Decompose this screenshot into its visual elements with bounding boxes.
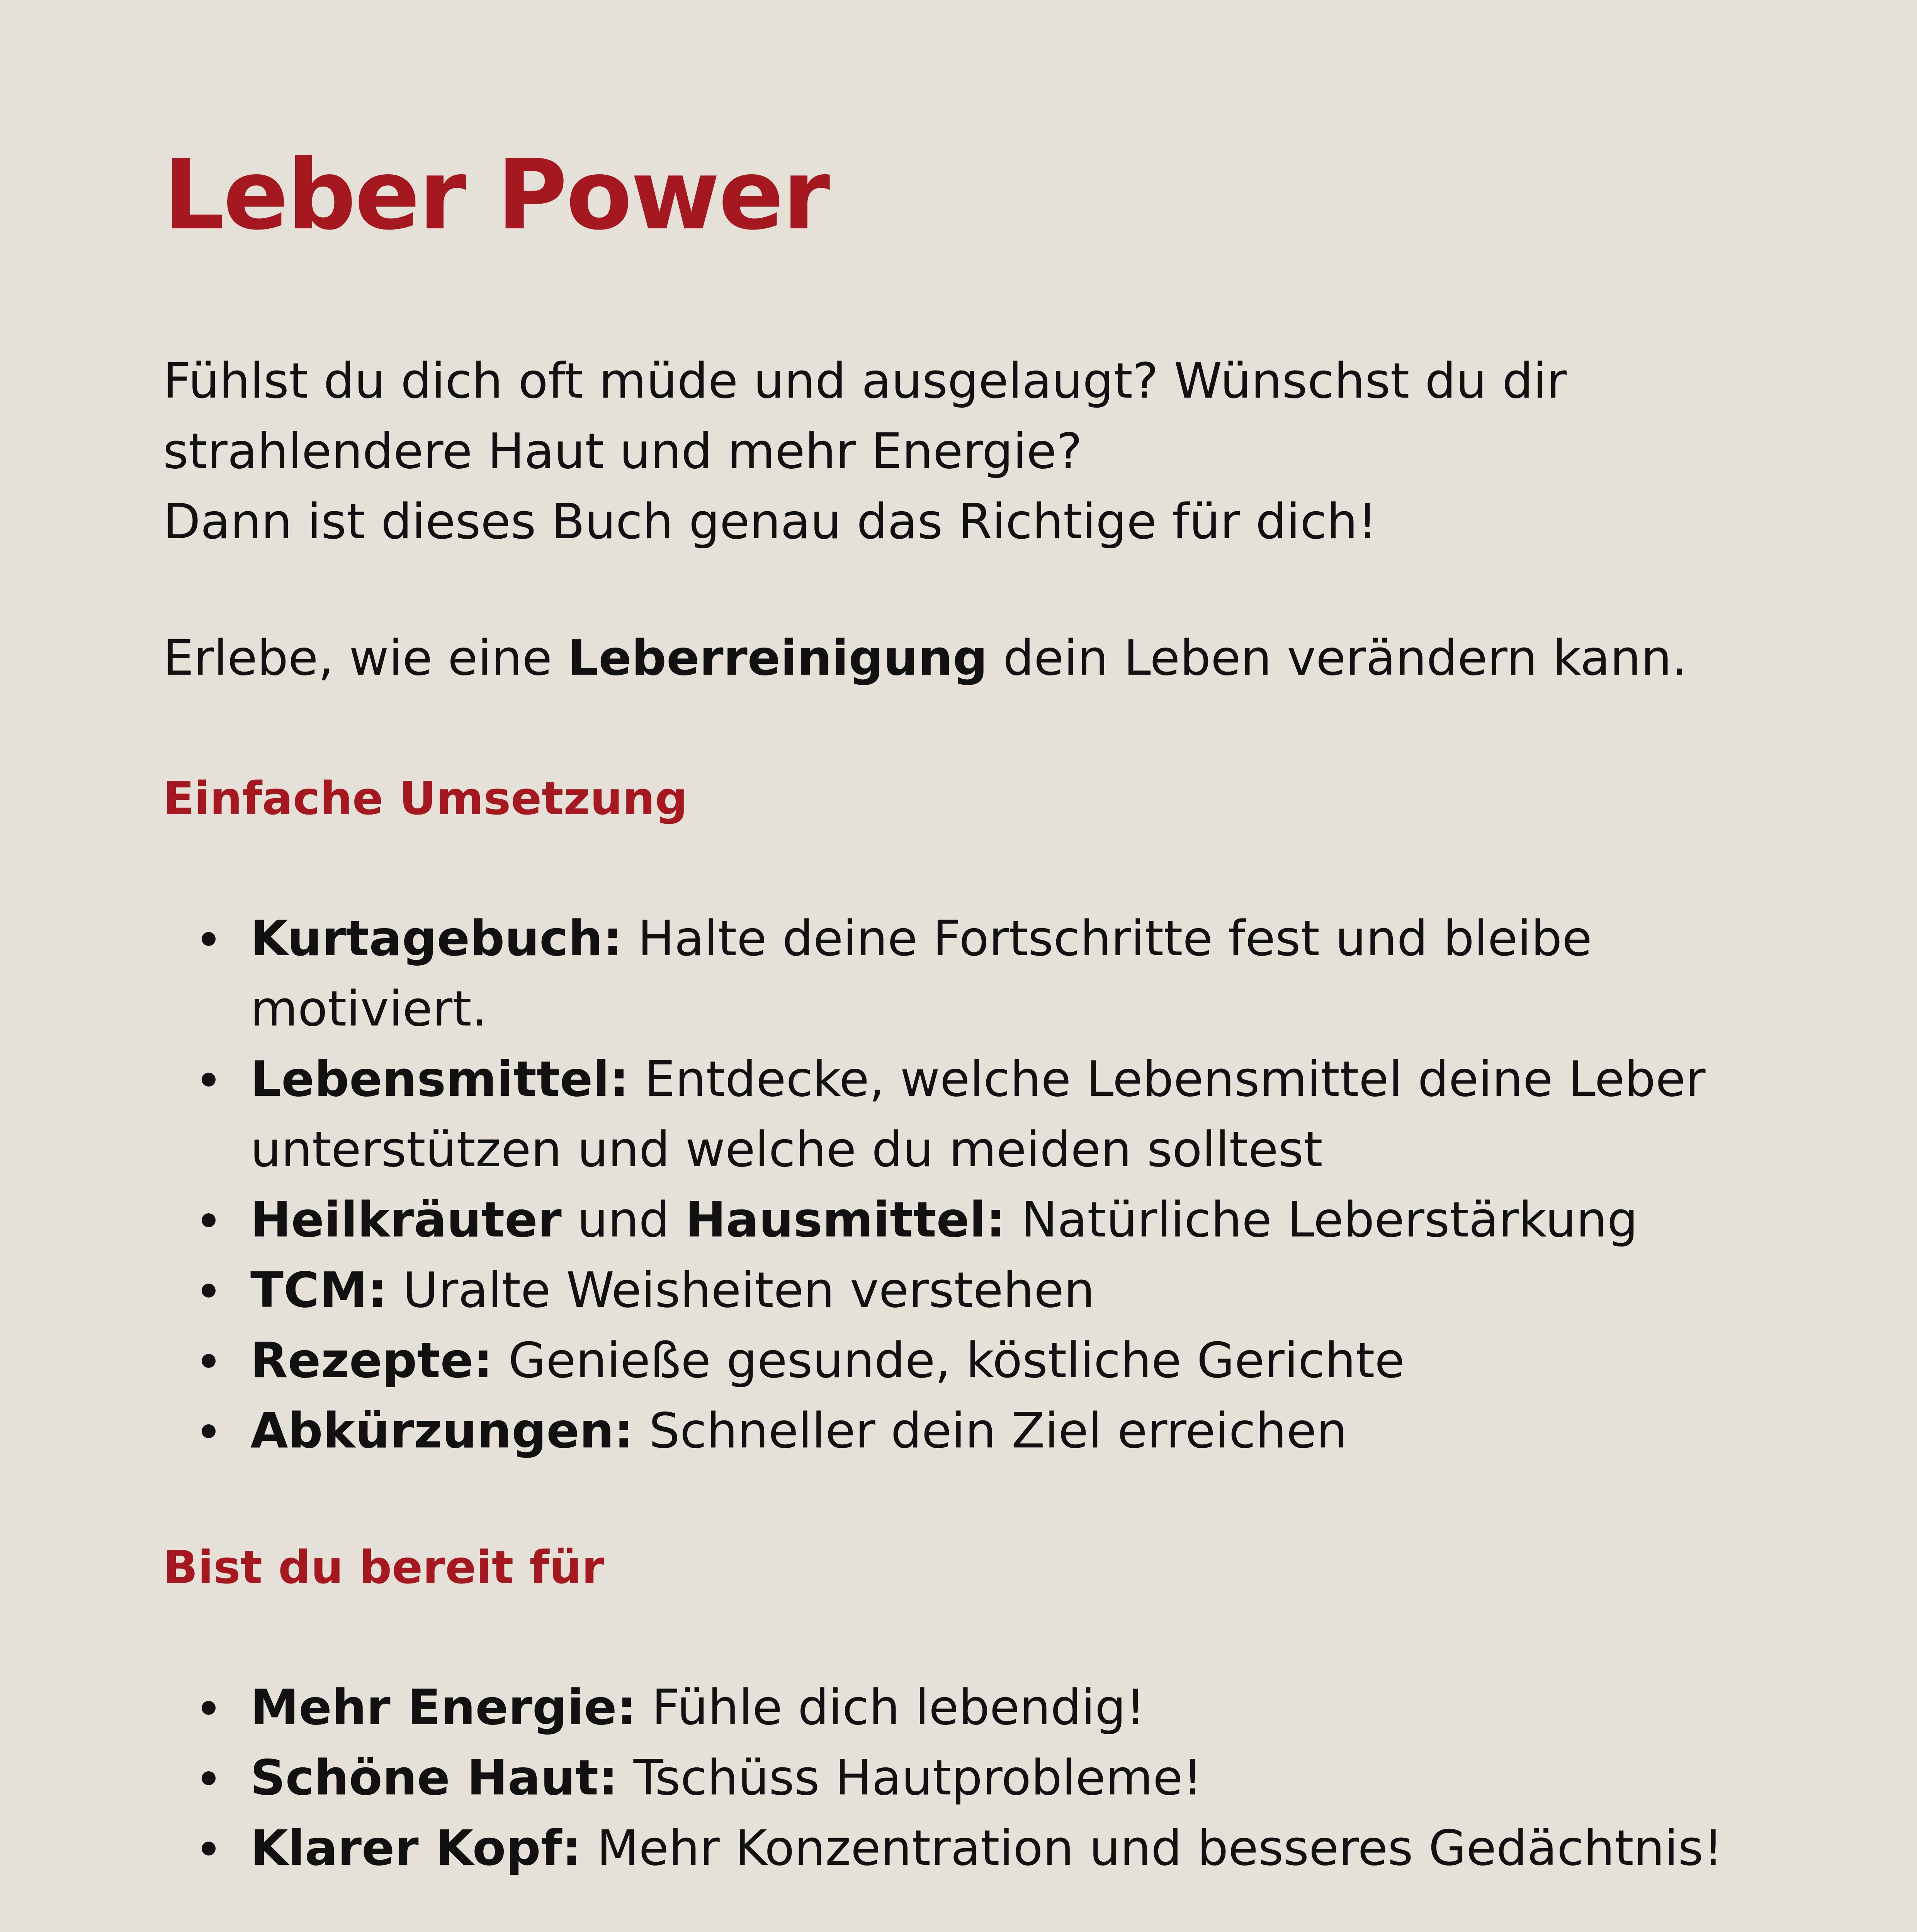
bullet-icon xyxy=(202,1073,216,1087)
intro-line: strahlendere Haut und mehr Energie? xyxy=(163,423,1083,480)
bullet-icon xyxy=(202,932,216,946)
list-item: Schöne Haut: Tschüss Hautprobleme! xyxy=(163,1743,1723,1813)
intro-line: Dann ist dieses Buch genau das Richtige für dich! xyxy=(163,493,1377,550)
bullet-icon xyxy=(202,1213,216,1227)
bullet-icon xyxy=(202,1424,216,1438)
bullet-icon xyxy=(202,1842,216,1855)
bereit-list xyxy=(163,1672,1723,1883)
section-heading-bereit: Bist du bereit für xyxy=(163,1541,604,1594)
emphasis: Leberreinigung xyxy=(568,629,988,686)
list-item: Rezepte: Genieße gesunde, köstliche Gerichte xyxy=(163,1325,1706,1396)
bullet-icon xyxy=(202,1354,216,1368)
bullet-icon xyxy=(202,1701,216,1715)
intro-paragraph xyxy=(163,346,1567,557)
list-item: Lebensmittel: Entdecke, welche Lebensmittel deine Leber unterstützen und welche du meiden solltest xyxy=(163,1044,1706,1185)
list-item: TCM: Uralte Weisheiten verstehen xyxy=(163,1255,1706,1325)
experience-paragraph: Erlebe, wie eine Leberreinigung dein Leben verändern kann. xyxy=(163,629,1688,686)
list-item: Klarer Kopf: Mehr Konzentration und besseres Gedächtnis! xyxy=(163,1813,1723,1883)
list-item: Kurtagebuch: Halte deine Fortschritte fest und bleibe motiviert. xyxy=(163,903,1706,1044)
list-item: Mehr Energie: Fühle dich lebendig! xyxy=(163,1672,1723,1743)
section-heading-umsetzung: Einfache Umsetzung xyxy=(163,772,688,825)
bullet-icon xyxy=(202,1771,216,1785)
umsetzung-list xyxy=(163,903,1706,1466)
book-title: Leber Power xyxy=(163,139,829,251)
intro-line: Fühlst du dich oft müde und ausgelaugt? Wünschst du dir xyxy=(163,352,1567,409)
list-item: Heilkräuter und Hausmittel: Natürliche Leberstärkung xyxy=(163,1185,1706,1255)
bullet-icon xyxy=(202,1284,216,1298)
list-item: Abkürzungen: Schneller dein Ziel erreichen xyxy=(163,1396,1706,1466)
